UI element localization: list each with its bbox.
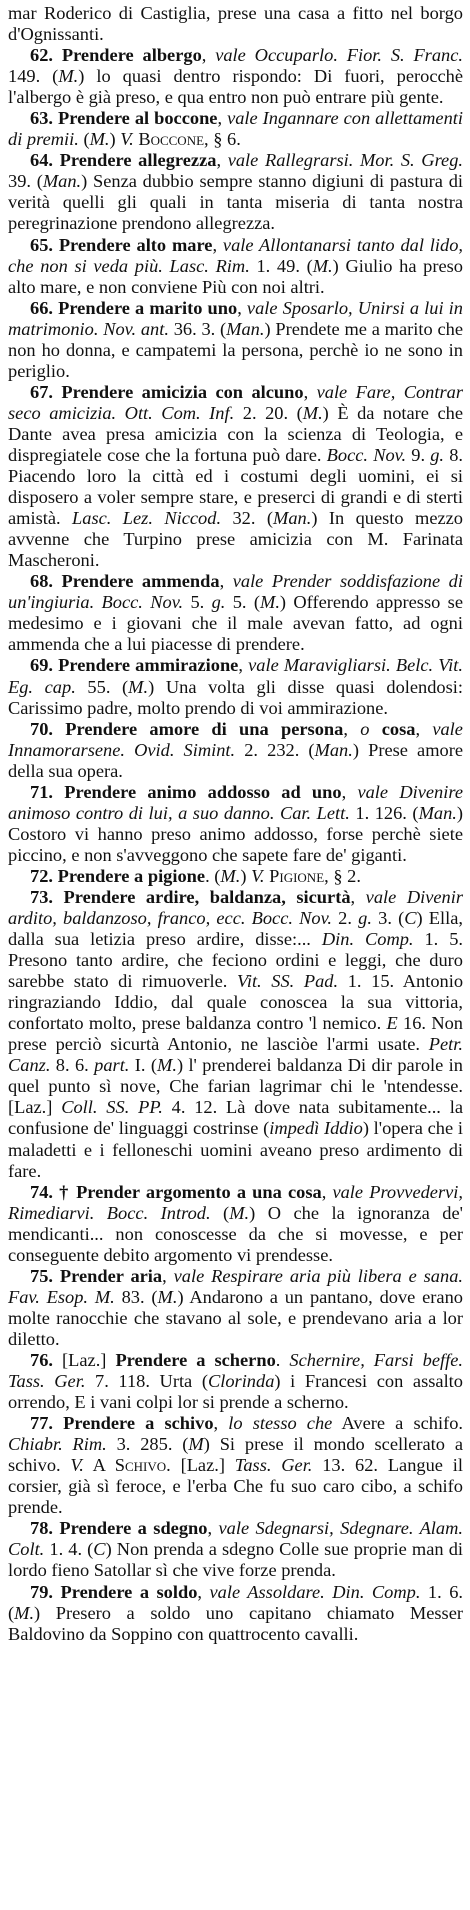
entry-number: 65.: [30, 234, 53, 255]
italic-text: V.: [70, 1455, 84, 1476]
entry-number: 68.: [30, 571, 53, 592]
italic-text: o: [360, 718, 370, 739]
entry-text: ,: [237, 297, 247, 318]
headword: Prendere a scherno: [115, 1350, 276, 1370]
headword: Prendere alto mare: [58, 234, 213, 255]
headword: Prendere ammirazione: [58, 655, 239, 676]
entry-text: ) Offerendo appresso se medesimo e i giovani che il male avevan fatto, ad ogni ammenda che a lui piacesse di prendere.: [8, 592, 463, 655]
headword: Prender aria: [59, 1265, 163, 1286]
italic-text: vale Rallegrarsi. Mor. S. Greg.: [227, 150, 463, 171]
entry-text: ) l'opera che i maladetti e i felloneschi uomini aveano preso ardimento di fare.: [8, 1118, 463, 1181]
italic-text: Man.: [273, 508, 312, 529]
entry-text: ) Una volta gli disse quasi dolendosi: Carissimo padre, molto prendo di voi ammirazione.: [8, 676, 464, 718]
italic-text: V.: [120, 129, 134, 150]
headword: Prendere amicizia con alcuno: [61, 381, 304, 402]
headword: Prendere albergo: [61, 45, 202, 66]
italic-text: vale Allontanarsi tanto dal lido, che non si veda più. Lasc. Rim.: [8, 234, 463, 276]
italic-text: M.: [157, 1286, 178, 1307]
entry-70: [8, 719, 463, 782]
cross-reference: Pigione: [269, 865, 325, 886]
entry-text: 3. (: [371, 908, 405, 929]
italic-text: vale Sdegnarsi, Sdegnare. Alam. Colt.: [8, 1518, 463, 1560]
entry-text: (: [210, 1202, 230, 1223]
italic-text: vale Divenir ardito, baldanzoso, franco, ecc. Bocc. Nov.: [8, 886, 463, 929]
entry-text: ) Senza dubbio sempre stanno digiuni di pastura di verità quelli gli quali in tanta miseria di tanta nostra peregrinazione prendono allegrezza.: [8, 171, 463, 234]
entry-text: ,: [197, 1581, 210, 1602]
entry-75: [8, 1266, 463, 1350]
headword: Prendere allegrezza: [59, 150, 217, 171]
italic-text: Coll. SS. PP.: [61, 1097, 163, 1118]
italic-text: Man.: [226, 318, 265, 339]
entry-text: 1. 49. (: [249, 255, 313, 276]
entry-text: ) i Francesi con assalto orrendo, E i vani colpi lor si prende a scherno.: [8, 1371, 463, 1413]
italic-text: Tass. Ger.: [234, 1455, 313, 1476]
entry-text: 32. (: [221, 508, 273, 529]
entry-text: ) In questo mezzo avvenne che Turpino prese amicizia con M. Farinata Mascheroni.: [8, 508, 464, 571]
entry-number: 79.: [30, 1581, 53, 1602]
entry-text: ) l' prenderei baldanza Di dir parole in quel punto sì nove, Che farian lagrimar chi le 'ntendesse. [Laz.]: [8, 1055, 463, 1118]
entry-text: 149. (: [8, 66, 59, 87]
entry-text: 9.: [406, 444, 431, 465]
entry-number: 64.: [30, 150, 53, 171]
italic-text: Man.: [314, 739, 353, 760]
entry-text: 5. (: [225, 592, 260, 613]
entry-text: 8. 6.: [50, 1055, 95, 1076]
italic-text: E: [386, 1013, 398, 1034]
italic-text: M.: [89, 129, 110, 150]
italic-text: Clorinda: [207, 1371, 275, 1392]
entry-text: ,: [212, 234, 223, 255]
intro-paragraph: mar Roderico di Castiglia, prese una casa a fitto nel borgo d'Ognissanti.: [8, 3, 463, 45]
entry-text: I. (: [129, 1055, 158, 1076]
entry-number: 76.: [30, 1350, 53, 1370]
italic-text: M.: [220, 865, 241, 886]
entry-text: ) È da notare che Dante avea presa amicizia con la scienza di Teologia, e dispregiatele cose che la fortuna può dare.: [8, 402, 464, 465]
headword: Prendere animo addosso ad uno: [64, 781, 342, 802]
headword: Prender argomento a una cosa: [76, 1181, 322, 1202]
italic-text: vale Fare, Contrar seco amicizia. Ott. Com. Inf.: [8, 381, 463, 423]
entry-text: ) Si prese il mondo scellerato a schivo.: [8, 1434, 463, 1476]
entry-64: [8, 150, 463, 234]
italic-text: Petr. Canz.: [8, 1034, 463, 1076]
entry-text: ) Giulio ha preso alto mare, e non conviene Più con noi altri.: [8, 255, 463, 297]
entry-text: 2.: [332, 908, 359, 929]
entry-text: ) Ella, dalla sua letizia preso ardire, disse:...: [8, 908, 463, 950]
entry-text: ,: [219, 571, 233, 592]
entry-number: 66.: [30, 297, 53, 318]
entry-text: 16. Non prese perciò sicurtà Antonio, ne lasciòe l'armi usate.: [8, 1013, 463, 1055]
entry-text: , § 2.: [324, 865, 361, 886]
entry-text: ,: [350, 886, 366, 907]
italic-text: vale Respirare aria più libera e sana. Fav. Esop. M.: [8, 1265, 463, 1307]
entry-text: 2. 232. (: [235, 739, 315, 760]
headword: cosa: [381, 718, 416, 739]
entry-text: ) O che la ignoranza de' mendicanti... non conoscesse da che si movesse, e per conseguente debito argomento vi prendesse.: [8, 1202, 463, 1265]
headword: Prendere ardire, baldanza, sicurtà: [63, 886, 351, 907]
italic-text: M.: [302, 402, 323, 423]
entry-text: [369, 719, 381, 739]
entry-text: , § 6.: [204, 129, 241, 150]
italic-text: vale Prender soddisfazione di un'ingiuria. Bocc. Nov.: [8, 571, 463, 613]
italic-text: M: [188, 1434, 204, 1455]
entry-text: [Laz.]: [62, 1350, 116, 1370]
italic-text: M.: [312, 255, 333, 276]
entry-65: [8, 235, 463, 298]
headword: Prendere ammenda: [61, 571, 220, 592]
italic-text: Bocc. Nov.: [326, 444, 407, 465]
headword: Prendere a schivo: [63, 1413, 214, 1434]
entry-text: 83. (: [114, 1286, 158, 1307]
entry-text: ,: [207, 1518, 219, 1539]
entry-76: [8, 1350, 463, 1413]
entry-number: 72.: [30, 865, 53, 886]
entry-text: 1. 6. (: [8, 1581, 463, 1623]
italic-text: lo stesso che: [228, 1413, 333, 1434]
italic-text: vale Assoldare. Din. Comp.: [209, 1581, 421, 1602]
italic-text: vale Ingannare con allettamenti di premii.: [8, 108, 463, 150]
headword: Prendere al boccone: [58, 108, 218, 129]
italic-text: vale Maravigliarsi. Belc. Vit. Eg. cap.: [8, 655, 463, 697]
entry-67: [8, 382, 463, 571]
entry-text: 1. 15. Antonio ringraziando Iddio, dal quale conoscea la sua vittoria, confortato molto, prese baldanza contro 'l nemico.: [8, 971, 464, 1034]
entry-text: 7. 118. Urta (: [85, 1371, 208, 1392]
entry-text: ): [109, 129, 121, 150]
entry-text: ) Non prenda a sdegno Colle sue proprie man di lordo fieno Satollar sì che vive forze prenda.: [8, 1539, 463, 1581]
entry-text: A: [83, 1455, 115, 1476]
entry-text: ,: [216, 150, 228, 171]
entry-63: [8, 108, 463, 150]
entry-text: ,: [415, 718, 433, 739]
entry-number: 78.: [30, 1518, 53, 1539]
entry-text: 13. 62. Langue il corsier, già sì feroce, e l'erba Che fu suo caro cibo, a schifo prende.: [8, 1455, 463, 1518]
entry-text: ) Andarono a un pantano, dove erano molte ranocchie che stavano al sole, e prendevano aria a lor diletto.: [8, 1286, 463, 1349]
entry-text: ,: [213, 1413, 229, 1434]
headword: Prendere a sdegno: [59, 1518, 208, 1539]
entry-number: 63.: [30, 108, 53, 129]
headword: Prendere amore di una persona: [65, 718, 344, 739]
entries-list: [8, 45, 463, 1645]
entry-text: ,: [238, 655, 249, 676]
entry-text: Avere a schifo.: [332, 1413, 464, 1434]
entry-number: 62.: [30, 45, 53, 66]
entry-text: ) Costoro vi hanno preso animo addosso, forse perchè siete piccino, e non s'avveggono che sapete fare de' giganti.: [8, 802, 463, 865]
italic-text: M.: [14, 1602, 35, 1623]
italic-text: M.: [260, 592, 280, 613]
entry-text: 3. 285. (: [106, 1434, 189, 1455]
entry-text: 8. Piacendo loro la città ed i costumi degli uomini, ei si disposero a voler sempre stare, e preserci di grandi e di sterti amistà.: [8, 444, 464, 529]
entry-text: 4. 12. Là dove nata subitamente... la confusione de' linguaggi costrinse (: [8, 1097, 463, 1139]
entry-78: [8, 1518, 463, 1581]
italic-text: Schernire, Farsi beffe. Tass. Ger.: [8, 1350, 463, 1392]
italic-text: Chiabr. Rim.: [8, 1434, 107, 1455]
entry-text: ,: [343, 718, 361, 739]
entry-68: [8, 571, 463, 655]
italic-text: C: [404, 908, 417, 929]
entry-text: ) Prendete me a marito che non ho donna, e campatemi la persona, perchè io ne sono in periglio.: [8, 318, 463, 381]
entry-77: [8, 1413, 463, 1518]
italic-text: Vit. SS. Pad.: [236, 971, 339, 992]
entry-72: [8, 866, 463, 887]
cross-reference: Boccone: [138, 129, 205, 150]
italic-text: Lasc. Lez. Niccod.: [72, 508, 222, 529]
italic-text: vale Provvedervi, Rimediarvi. Bocc. Introd.: [8, 1181, 463, 1223]
entry-73: [8, 887, 463, 1182]
entry-text: 39. (: [8, 171, 43, 192]
headword: Prendere a marito uno: [58, 297, 238, 318]
italic-text: g.: [430, 444, 445, 465]
italic-text: part.: [94, 1055, 130, 1076]
entry-number: 67.: [30, 381, 53, 402]
italic-text: M.: [128, 676, 149, 697]
entry-text: 1. 5. Presono tanto ardire, che feciono ordini e leggi, che duro sarebbe stato di rimuoverle.: [8, 929, 464, 992]
entry-79: [8, 1582, 463, 1645]
entry-text: ) lo quasi dentro rispondo: Di fuori, perocchè l'albergo è già preso, e qua entro non può entrare più gente.: [8, 66, 463, 108]
headword: Prendere a soldo: [60, 1581, 198, 1602]
entry-text: 5.: [183, 592, 212, 613]
entry-text: ,: [341, 781, 358, 802]
entry-text: ,: [217, 108, 228, 129]
entry-text: 36. 3. (: [168, 318, 227, 339]
italic-text: C: [93, 1539, 106, 1560]
italic-text: Man.: [418, 802, 457, 823]
entry-text: ) Prese amore della sua opera.: [8, 739, 463, 781]
entry-text: (: [78, 129, 90, 150]
entry-69: [8, 655, 463, 718]
entry-text: ) Presero a soldo uno capitano chiamato Messer Baldovino da Soppino con quattrocento cavalli.: [8, 1602, 463, 1644]
entry-number: 70.: [30, 718, 53, 739]
italic-text: M.: [157, 1055, 177, 1076]
entry-number: 77.: [30, 1413, 53, 1434]
entry-number: 74.: [30, 1181, 53, 1202]
entry-text: ,: [162, 1265, 174, 1286]
italic-text: g.: [358, 908, 372, 929]
obsolete-mark: †: [59, 1181, 77, 1202]
entry-62: [8, 45, 463, 108]
entry-text: .: [275, 1350, 290, 1370]
italic-text: V.: [251, 865, 265, 886]
entry-text: ,: [201, 45, 216, 66]
entry-text: 1. 126. (: [349, 802, 419, 823]
italic-text: impedì Iddio: [269, 1118, 363, 1139]
italic-text: vale Innamorarsene. Ovid. Simint.: [8, 718, 463, 760]
italic-text: vale Occuparlo. Fior. S. Franc.: [215, 45, 463, 66]
entry-text: 2. 20. (: [234, 402, 303, 423]
entry-text: ,: [321, 1181, 333, 1202]
italic-text: M.: [229, 1202, 250, 1223]
entry-66: [8, 298, 463, 382]
cross-reference: Schivo: [114, 1455, 167, 1476]
entry-number: 71.: [30, 781, 53, 802]
italic-text: Man.: [42, 171, 82, 192]
entry-text: 55. (: [75, 676, 129, 697]
entry-74: [8, 1182, 463, 1266]
italic-text: g.: [211, 592, 226, 613]
italic-text: M.: [58, 66, 79, 87]
entry-text: . [Laz.]: [166, 1455, 235, 1476]
entry-text: . (: [205, 865, 221, 886]
entry-number: 69.: [30, 655, 53, 676]
italic-text: Din. Comp.: [321, 929, 414, 950]
italic-text: vale Divenire animoso contro di lui, a suo danno. Car. Lett.: [8, 781, 463, 823]
entry-text: ): [240, 865, 252, 886]
headword: Prendere a pigione: [57, 865, 206, 886]
entry-71: [8, 782, 463, 866]
entry-text: ,: [303, 381, 317, 402]
entry-number: 75.: [30, 1265, 53, 1286]
entry-number: 73.: [30, 886, 53, 907]
entry-text: 1. 4. (: [44, 1539, 94, 1560]
italic-text: vale Sposarlo, Unirsi a lui in matrimonio. Nov. ant.: [8, 297, 463, 339]
